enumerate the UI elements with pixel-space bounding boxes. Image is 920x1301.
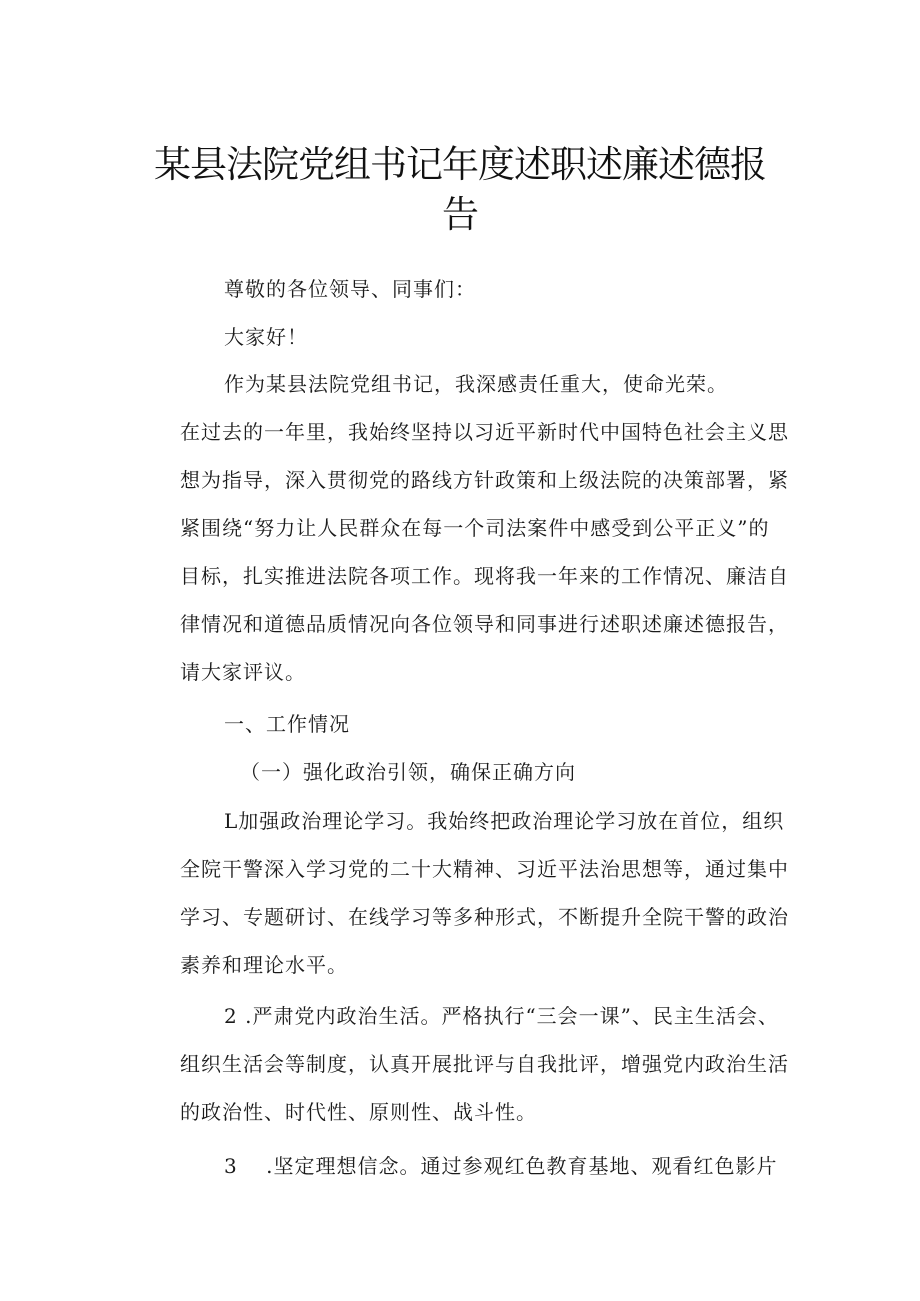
paragraph-1-line: 紧围绕“努力让人民群众在每一个司法案件中感受到公平正义”的 xyxy=(180,516,770,540)
salutation: 尊敬的各位领导、同事们： xyxy=(224,277,476,301)
item-1-line: 全院干警深入学习党的二十大精神、习近平法治思想等，通过集中 xyxy=(180,857,789,881)
item-2 xyxy=(180,992,810,1136)
title-line-2: 告 xyxy=(442,193,478,236)
item-2-line: 组织生活会等制度，认真开展批评与自我批评，增强党内政治生活 xyxy=(180,1052,789,1076)
item-1-line: 学习、专题研讨、在线学习等多种形式，不断提升全院干警的政治 xyxy=(180,905,789,929)
item-3-line: 3 .坚定理想信念。通过参观红色教育基地、观看红色影片 xyxy=(224,1154,778,1178)
title-line-1: 某县法院党组书记年度述职述廉述德报 xyxy=(154,143,766,186)
paragraph-1-line: 目标，扎实推进法院各项工作。现将我一年来的工作情况、廉洁自 xyxy=(180,564,789,588)
paragraph-1-line: 想为指导，深入贯彻党的路线方针政策和上级法院的决策部署，紧 xyxy=(180,468,789,492)
item-3 xyxy=(180,1142,810,1190)
document-title xyxy=(140,140,780,240)
item-1 xyxy=(180,797,810,989)
item-2-line: 的政治性、时代性、原则性、战斗性。 xyxy=(180,1100,537,1124)
intro-paragraph: 作为某县法院党组书记，我深感责任重大，使命光荣。 xyxy=(224,372,728,396)
paragraph-1 xyxy=(180,408,810,696)
item-2-line: 2 .严肃党内政治生活。严格执行“三会一课”、民主生活会、 xyxy=(224,1004,779,1028)
paragraph-1-line: 律情况和道德品质情况向各位领导和同事进行述职述廉述德报告， xyxy=(180,612,789,636)
item-1-line: 素养和理论水平。 xyxy=(180,953,348,977)
subsection-1-heading: （一）强化政治引领，确保正确方向 xyxy=(240,760,576,784)
paragraph-1-line: 在过去的一年里，我始终坚持以习近平新时代中国特色社会主义思 xyxy=(180,420,789,444)
greeting: 大家好！ xyxy=(224,325,308,349)
item-1-line: L加强政治理论学习。我始终把政治理论学习放在首位，组织 xyxy=(224,809,785,833)
section-1-heading: 一、工作情况 xyxy=(224,712,350,736)
paragraph-1-line: 请大家评议。 xyxy=(180,660,306,684)
